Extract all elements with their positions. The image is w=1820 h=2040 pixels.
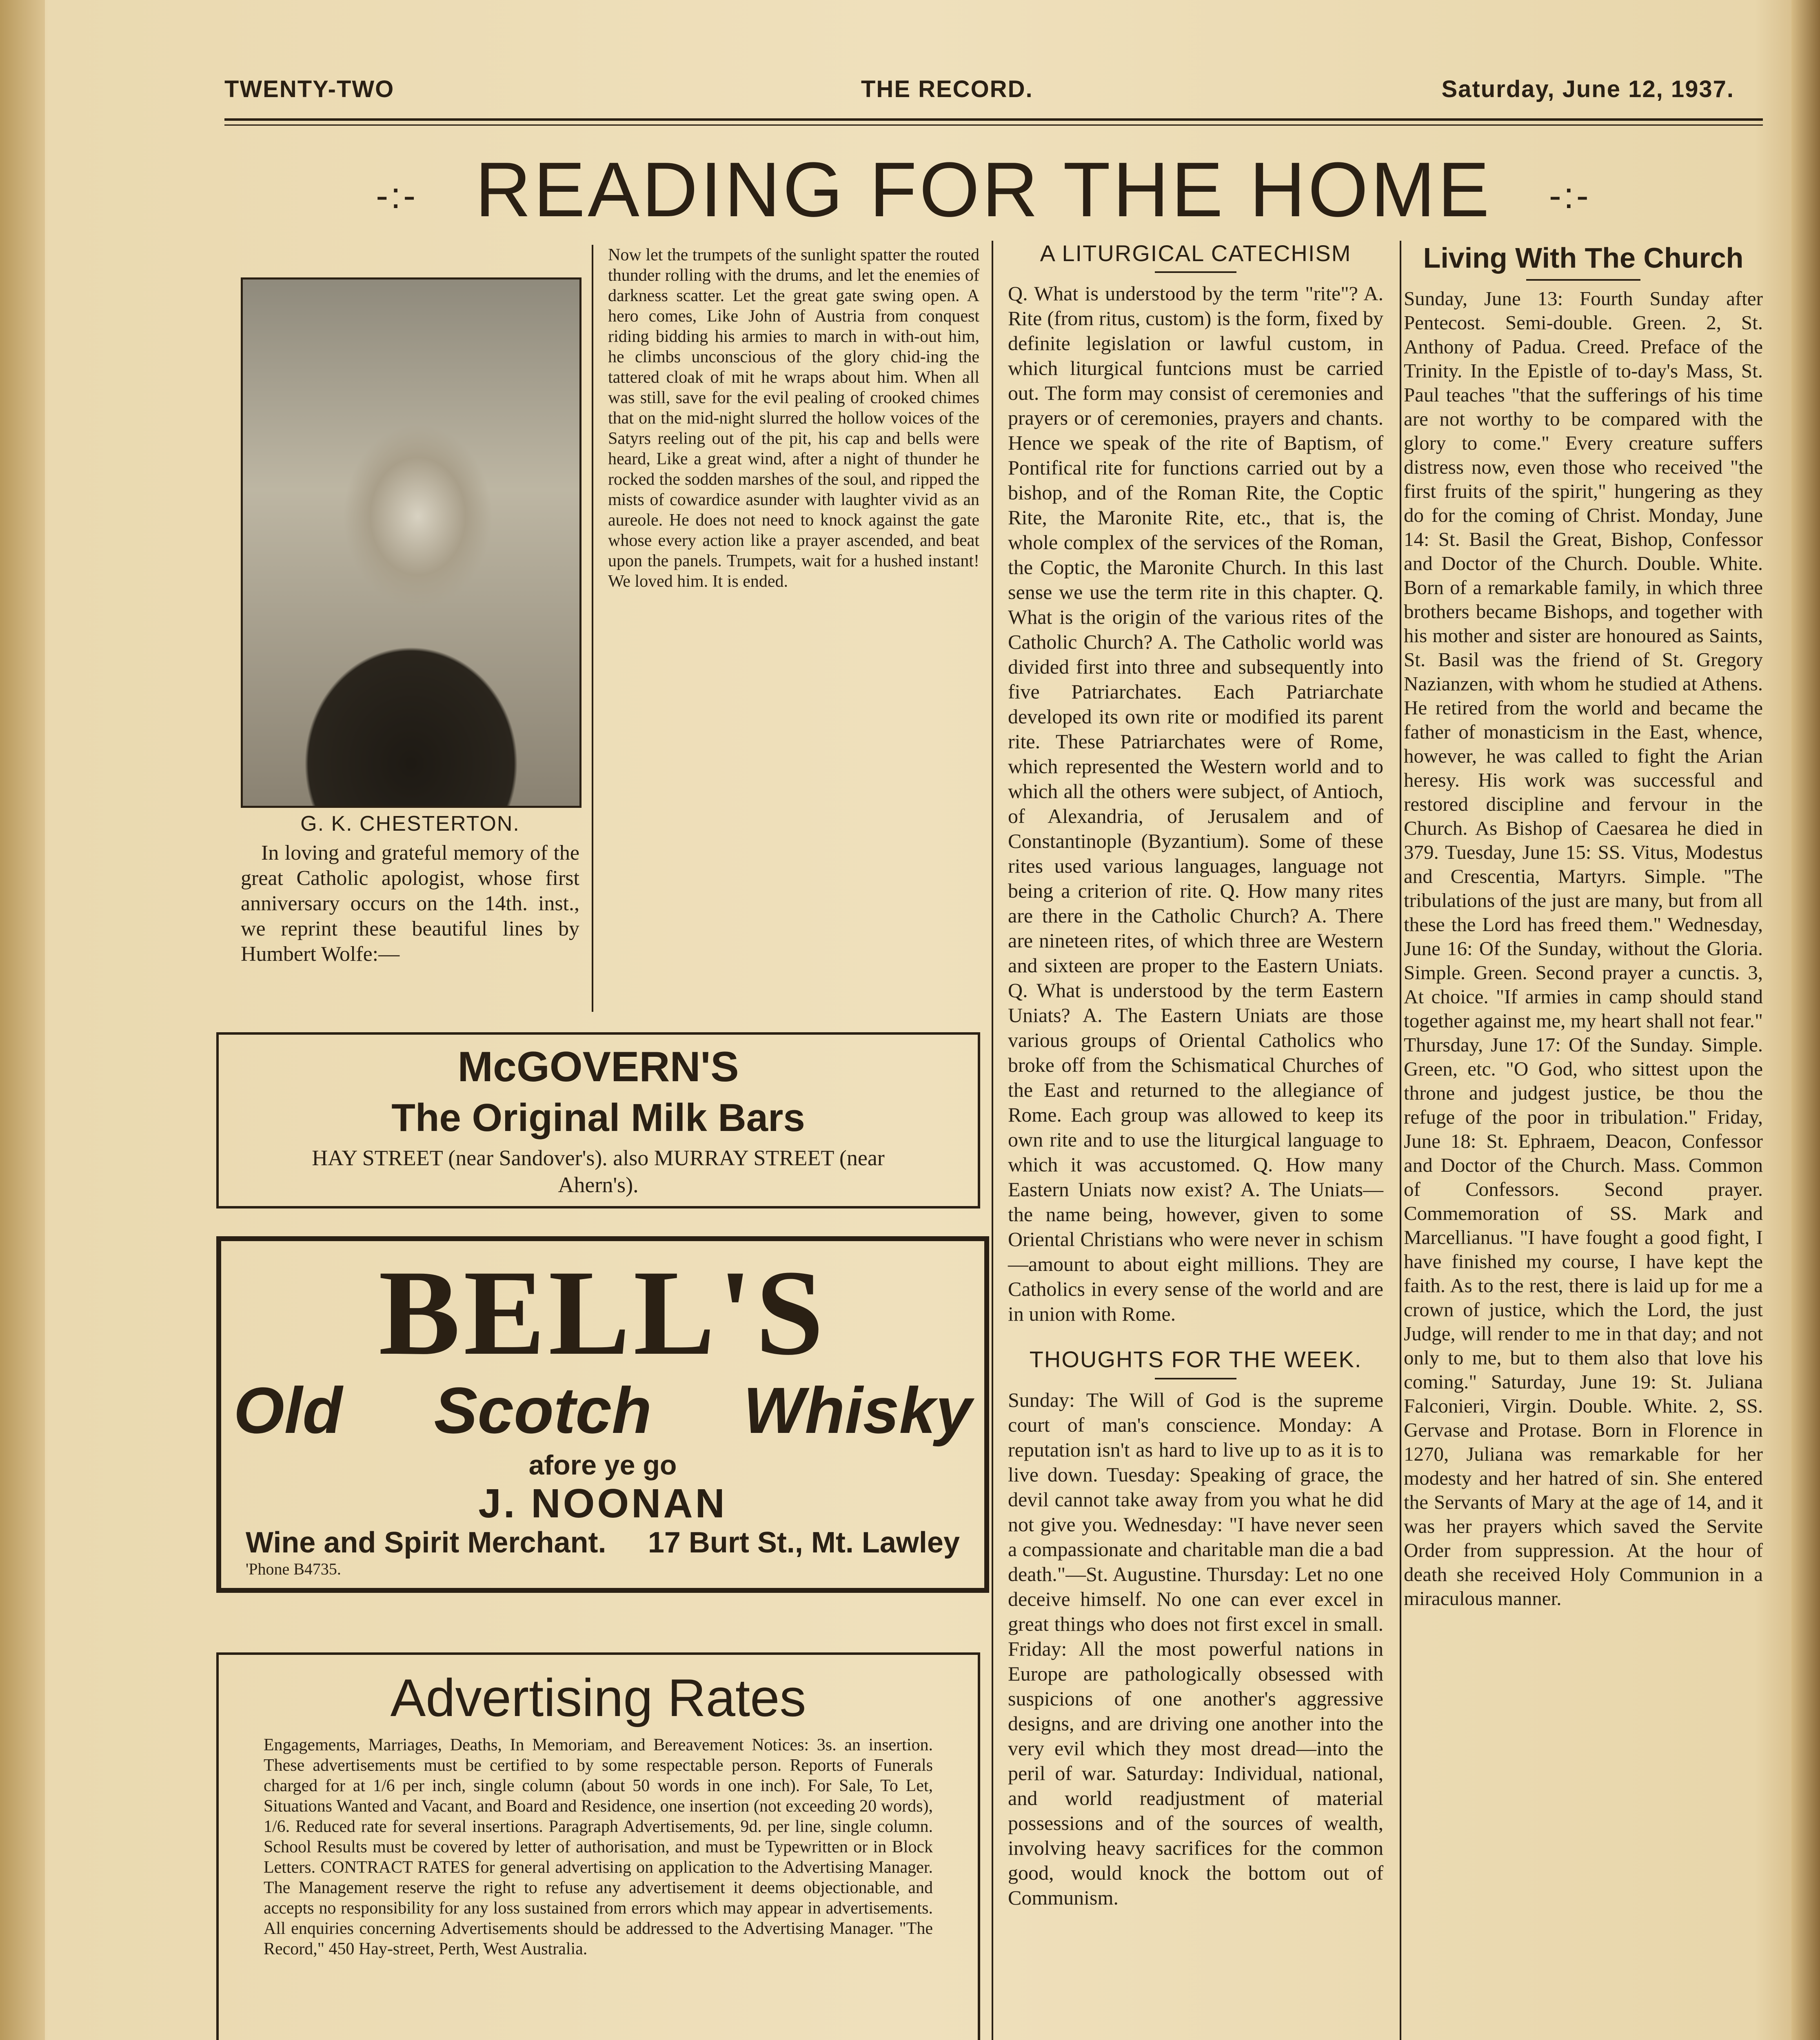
column-divider: [592, 245, 593, 1012]
chesterton-intro: In loving and grateful memory of the great Catholic apologist, whose first anniversary occurs on the 14th. inst., we reprint these beautiful lines by Humbert Wolfe:—: [241, 841, 579, 966]
bells-advert: [216, 1236, 989, 1593]
catechism-column: [1008, 241, 1383, 1913]
mcgovern-tagline: The Original Milk Bars: [391, 1096, 805, 1140]
rates-title: Advertising Rates: [390, 1668, 806, 1727]
thoughts-body: Sunday: The Will of God is the supreme court of man's conscience. Monday: A reputation isn't as hard to live up to as it is to live down. Tuesday: Speaking of grace, the devil cannot take away from you what he did not give you. Wednesday: "I have never seen a compassionate and charitable man die a bad death."—St. Augustine. Thursday: Let no one deceive himself. No one can ever excel in great things who does not first excel in small. Friday: All the most powerful nations in Europe are pathologically obsessed with suspicions of one another's aggressive designs, and are driving one another into the very evil which they most dread—into the peril of war. Saturday: Individual, national, and world readjustment of material possessions and of the sources of wealth, involving heavy sacrifices for the common good, would knock the bottom out of Communism.: [1008, 1388, 1383, 1909]
bells-product: Old Scotch Whisky: [233, 1374, 972, 1447]
header-rule: [224, 118, 1763, 121]
poem-text: Now let the trumpets of the sunlight spatter the routed thunder rolling with the drums, and let the enemies of darkness scatter. Let the great gate swing open. A hero comes, Like John of Austria from conquest riding bidding his armies to march in with-out him, he climbs unconscious of the glory chid-ing the tattered cloak of mit he wraps about him. When all was still, save for the evil pealing of crooked chimes that on the mid-night slurred the hollow voices of the Satyrs reeling out of the pit, his cap and bells were heard, Like a great wind, after a night of thunder he rocked the sodden marshes of the soul, and ripped the mists of cowardice asunder with laughter vivid as an aureole. He does not need to knock against the gate whose every action like a prayer ascended, and beat upon the panels. Trumpets, wait for a hushed instant! We loved him. It is ended.: [608, 246, 979, 591]
bells-brand: BELL'S: [378, 1245, 827, 1380]
issue-date: Saturday, June 12, 1937.: [1441, 76, 1734, 102]
column-divider: [1400, 241, 1401, 2040]
bells-slogan: afore ye go: [528, 1450, 677, 1481]
section-banner: [229, 147, 1738, 233]
thoughts-title: THOUGHTS FOR THE WEEK.: [1029, 1346, 1362, 1372]
bells-trade: Wine and Spirit Merchant.: [246, 1526, 606, 1559]
header-rule-thin: [224, 124, 1763, 126]
title-rule: [1155, 1378, 1236, 1379]
rates-body: Engagements, Marriages, Deaths, In Memoriam, and Bereavement Notices: 3s. an insertion. These advertisements must be certified to by some respectable person. Reports of Funerals charged for at 1/6 per inch, single column (about 50 words in one inch). For Sale, To Let, Situations Wanted and Vacant, and Board and Residence, one insertion (not exceeding 20 words), 1/6. Reduced rate for several insertions. Paragraph Advertisements, 9d. per line, single column. School Results must be covered by letter of authorisation, and must be Typewritten or in Block Letters. CONTRACT RATES for general advertising on application to the Advertising Manager. The Management reserve the right to refuse any advertisement it deems objectionable, and accepts no responsibility for any loss sustained from errors which may appear in advertisements. All enquiries concerning Advertisements should be addressed to the Advertising Manager. "The Record," 450 Hay-street, Perth, West Australia.: [264, 1736, 933, 1958]
banner-ornament-right: -:-: [1549, 175, 1591, 216]
church-column: [1404, 241, 1763, 1613]
banner-ornament-left: -:-: [376, 175, 418, 216]
title-rule: [1155, 271, 1236, 273]
catechism-body: Q. What is understood by the term "rite"? A. Rite (from ritus, custom) is the form, fixed by definite legislation or lawful custom, in which liturgical funtcions must be carried out. The form may consist of ceremonies and prayers or of ceremonies, prayers and chants. Hence we speak of the rite of Baptism, of Pontifical rite for functions carried out by a bishop, and of the Roman Rite, the Coptic Rite, the Maronite Rite, etc., that is, the whole complex of the services of the Roman, the Coptic, the Maronite Church. In this last sense we use the term rite in this chapter. Q. What is the origin of the various rites of the Catholic Church? A. The Catholic world was divided first into three and subsequently into five Patriarchates. Each Patriarchate developed its own rite or modified its parent rite. These Patriarchates were of Rome, which represented the Western world and to which all the others were subject, of Antioch, of Alexandria, of Jerusalem and of Constantinople (Byzantium). Some of these rites used various languages, language not being a criterion of rite. Q. How many rites are there in the Catholic Church? A. There are nineteen rites, of which three are Western and sixteen are proper to the Eastern Uniats. Q. What is understood by the term Eastern Uniats? A. The Eastern Uniats are those various groups of Oriental Catholics who broke off from the Schismatical Churches of the East and returned to the allegiance of Rome. Each group was allowed to keep its own rite and to use the liturgical language to which it was accustomed. Q. How many Eastern Uniats now exist? A. The Uniats—the name being, however, given to some Oriental Christians who were never in schism—amount to about eight millions. They are Catholics in every sense of the world and are in union with Rome.: [1008, 282, 1383, 1325]
church-title: Living With The Church: [1423, 242, 1744, 274]
paper-name: THE RECORD.: [861, 76, 1033, 102]
bells-address: 17 Burt St., Mt. Lawley: [648, 1526, 960, 1559]
mcgovern-name: McGOVERN'S: [457, 1043, 739, 1091]
rates-box: [216, 1652, 980, 2040]
bells-phone: 'Phone B4735.: [246, 1560, 341, 1578]
chesterton-portrait: [241, 277, 582, 808]
bells-seller: J. NOONAN: [478, 1481, 727, 1526]
chesterton-column: [241, 812, 579, 969]
page-number: TWENTY-TWO: [224, 76, 395, 102]
banner-title: READING FOR THE HOME: [475, 146, 1492, 233]
mcgovern-address: HAY STREET (near Sandover's). also MURRAY STREET (near Ahern's).: [312, 1146, 885, 1197]
mcgovern-advert: [216, 1032, 980, 1208]
church-body: Sunday, June 13: Fourth Sunday after Pentecost. Semi-double. Green. 2, St. Anthony of Padua. Creed. Preface of the Trinity. In the Epistle of to-day's Mass, St. Paul teaches "that the sufferings of his time are not worthy to be compared with the glory to come." Every creature suffers distress now, even those who received "the first fruits of the spirit," hungering as they do for the coming of Christ. Monday, June 14: St. Basil the Great, Bishop, Confessor and Doctor of the Church. Double. White. Born of a remarkable family, in which three brothers became Bishops, and together with his mother and sister are honoured as Saints, St. Basil was the friend of St. Gregory Nazianzen, with whom he studied at Athens. He retired from the world and became the father of monasticism in the East, whence, however, he was called to fight the Arian heresy. His work was successful and restored discipline and fervour in the Church. As Bishop of Caesarea he died in 379. Tuesday, June 15: SS. Vitus, Modestus and Crescentia, Martyrs. Simple. "The tribulations of the just are many, but from all these the Lord has freed them." Wednesday, June 16: Of the Sunday, without the Gloria. Simple. Green. Second prayer a cunctis. 3, At choice. "If armies in camp should stand together against me, my heart shall not fear." Thursday, June 17: Of the Sunday. Simple. Green, etc. "O God, who sittest upon the throne and judgest justice, be thou the refuge of the poor in tribulation." Friday, June 18: St. Ephraem, Deacon, Confessor and Doctor of the Church. Mass. Common of Confessors. Second prayer. Commemoration of SS. Mark and Marcellianus. "I have fought a good fight, I have finished my course, I have kept the faith. As to the rest, there is laid up for me a crown of justice, which the Lord, the just Judge, will render to me in that day; and not only to me, but to them also that love his coming." Saturday, June 19: St. Juliana Falconieri, Virgin. Double. White. 2, SS. Gervase and Protase. Born in Florence in 1270, Juliana was remarkable for her modesty and her hatred of sin. She entered the Servants of Mary at the age of 14, and it was her prayers which saved the Servite Order from suppression. At the hour of death she received Holy Communion in a miraculous manner.: [1404, 287, 1763, 1610]
column-divider: [992, 241, 993, 2040]
page-right-edge: [1791, 0, 1820, 2040]
title-rule: [1526, 279, 1640, 281]
bells-trade-line: [246, 1526, 960, 1559]
page-header: [224, 75, 1734, 112]
poem-column: [608, 245, 979, 594]
catechism-title: A LITURGICAL CATECHISM: [1040, 240, 1352, 266]
page-binding-edge: [0, 0, 45, 2040]
portrait-caption: G. K. CHESTERTON.: [300, 812, 520, 836]
